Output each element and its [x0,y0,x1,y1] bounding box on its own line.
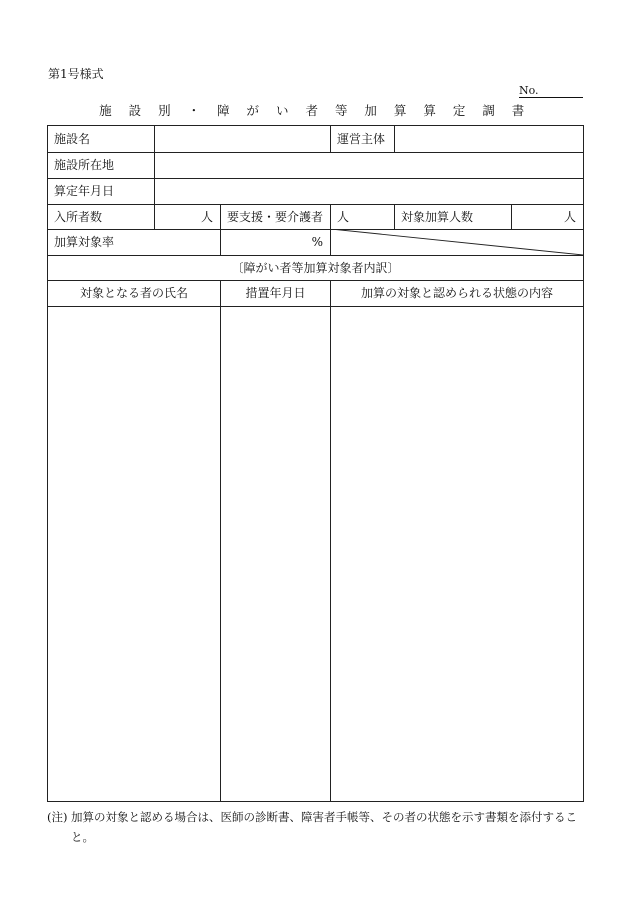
name-column-input[interactable] [48,307,221,801]
care-required-input[interactable] [331,204,395,229]
row-target-rate [48,229,583,256]
row-facility-address [48,152,583,179]
operator-label: 運営主体 [331,126,395,152]
form-number: 第1号様式 [48,67,104,81]
condition-column-input[interactable] [331,307,583,801]
residents-label: 入所者数 [48,204,155,229]
blank-diagonal-cell [331,229,583,255]
facility-name-label: 施設名 [48,126,155,152]
facility-address-label: 施設所在地 [48,152,155,178]
footnote-text: 加算の対象と認める場合は、医師の診断書、障害者手帳等、その者の状態を示す書類を添付すること。 [71,810,577,844]
row-facility-name [48,126,583,153]
column-header-date: 措置年月日 [221,280,331,306]
operator-input[interactable] [395,126,583,152]
date-column-input[interactable] [221,307,331,801]
target-count-input[interactable] [512,204,583,229]
row-column-headers [48,280,583,307]
facility-name-input[interactable] [155,126,331,152]
target-count-label: 対象加算人数 [395,204,512,229]
target-rate-unit: % [311,235,323,249]
document-title: 施 設 別 ・ 障 が い 者 等 加 算 算 定 調 書 [99,103,531,118]
calculation-form-table [47,125,584,802]
row-calc-date [48,178,583,205]
document-number-field[interactable] [519,84,583,98]
breakdown-heading: 〔障がい者等加算対象者内訳〕 [231,260,400,275]
diagonal-line [331,229,583,255]
row-breakdown-heading [48,255,583,281]
footnote [47,807,587,847]
target-rate-label: 加算対象率 [48,229,221,255]
residents-unit: 人 [200,209,213,224]
column-header-name: 対象となる者の氏名 [48,280,221,306]
care-required-unit: 人 [337,209,350,224]
calc-date-label: 算定年月日 [48,178,155,204]
target-rate-input[interactable] [221,229,331,255]
footnote-mark: (注) [47,810,68,824]
document-number-label: No. [519,84,539,97]
target-count-unit: 人 [563,209,576,224]
care-required-label: 要支援・要介護者 [221,204,331,229]
calc-date-input[interactable] [155,178,583,204]
facility-address-input[interactable] [155,152,583,178]
column-header-condition: 加算の対象と認められる状態の内容 [360,286,553,300]
breakdown-body [48,307,583,801]
row-counts [48,204,583,230]
residents-input[interactable] [155,204,221,229]
